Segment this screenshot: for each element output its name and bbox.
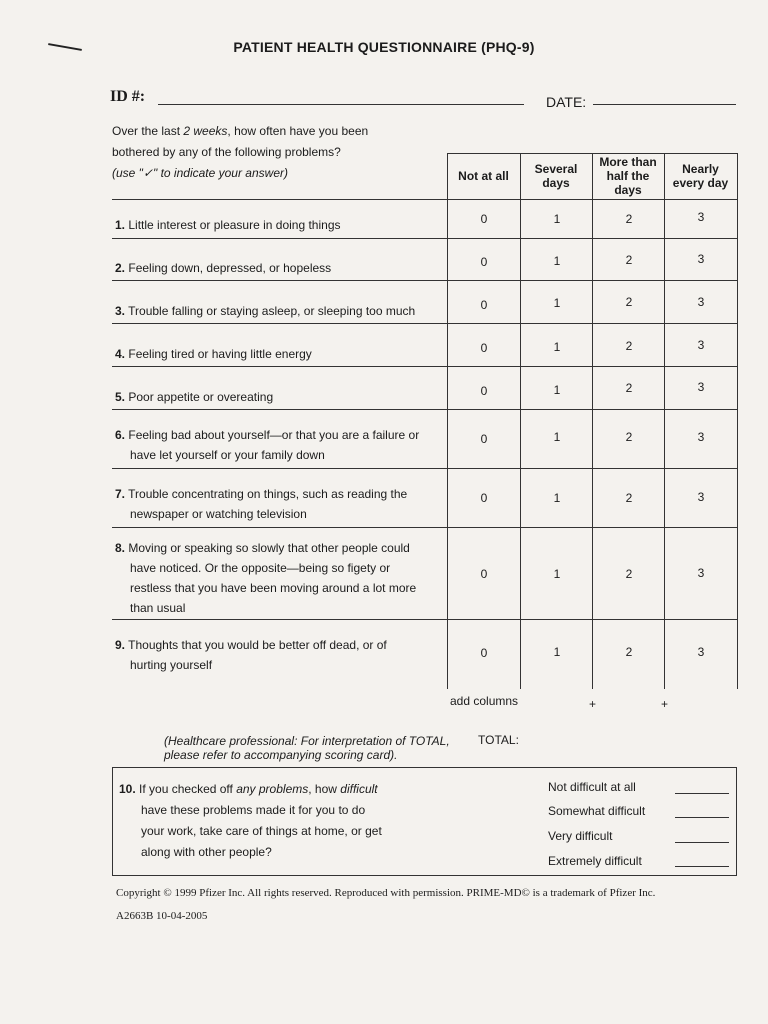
intro-text (112, 121, 432, 184)
score-option[interactable]: 2 (625, 253, 633, 267)
intro-instruction: (use "✓" to indicate your answer) (112, 166, 288, 180)
date-field[interactable] (593, 104, 736, 105)
score-option[interactable]: 3 (697, 210, 705, 224)
question-9 (115, 635, 445, 675)
score-option[interactable]: 2 (625, 212, 633, 226)
row-divider (112, 619, 737, 620)
question-line: have noticed. Or the opposite—being so figety or (130, 561, 391, 575)
score-option[interactable]: 2 (625, 491, 633, 505)
difficulty-option: Somewhat difficult (548, 804, 646, 818)
question-line: Feeling bad about yourself—or that you are a failure or (128, 428, 420, 442)
question-6 (115, 425, 445, 465)
question-number: 7. (115, 487, 126, 501)
question-number: 10. (119, 782, 136, 796)
healthcare-note-line: please refer to accompanying scoring card). (164, 748, 398, 762)
score-option[interactable]: 1 (553, 567, 561, 581)
column-divider (520, 153, 521, 689)
score-option[interactable]: 1 (553, 491, 561, 505)
question-line: Thoughts that you would be better off dead, or of (128, 638, 387, 652)
score-option[interactable]: 2 (625, 339, 633, 353)
score-option[interactable]: 1 (553, 645, 561, 659)
question-number: 5. (115, 390, 126, 404)
healthcare-note (164, 734, 450, 762)
score-option[interactable]: 3 (697, 645, 705, 659)
healthcare-note-line: (Healthcare professional: For interpretation of TOTAL, (164, 734, 450, 748)
column-header-line: half the (606, 169, 650, 183)
column-header-line: every day (672, 176, 729, 190)
score-option[interactable]: 2 (625, 645, 633, 659)
question-7 (115, 484, 445, 524)
difficulty-option: Not difficult at all (548, 780, 636, 794)
plus-sign: + (589, 697, 597, 711)
score-option[interactable]: 0 (480, 298, 488, 312)
score-option[interactable]: 2 (625, 381, 633, 395)
column-header-line: Nearly (682, 162, 719, 176)
score-option[interactable]: 0 (480, 212, 488, 226)
row-divider (112, 527, 737, 528)
question-line: have let yourself or your family down (130, 448, 325, 462)
score-option[interactable]: 3 (697, 380, 705, 394)
add-columns-label: add columns (450, 694, 519, 708)
intro-line1-b: , how often have you been (227, 124, 369, 138)
question-line: along with other people? (141, 845, 272, 859)
score-option[interactable]: 2 (625, 567, 633, 581)
score-option[interactable]: 2 (625, 430, 633, 444)
score-option[interactable]: 2 (625, 295, 633, 309)
total-label: TOTAL: (478, 733, 519, 747)
id-label: ID #: (110, 88, 146, 105)
score-option[interactable]: 1 (553, 296, 561, 310)
row-divider (112, 199, 737, 200)
column-header-line: days (542, 176, 570, 190)
score-option[interactable]: 1 (553, 254, 561, 268)
question-line: hurting yourself (130, 658, 213, 672)
question-line: than usual (130, 601, 186, 615)
question-8 (115, 538, 445, 618)
question-line: Trouble falling or staying asleep, or sleeping too much (128, 304, 416, 318)
score-option[interactable]: 0 (480, 432, 488, 446)
intro-line2: bothered by any of the following problems? (112, 145, 341, 159)
question-line: , how (308, 782, 341, 796)
id-field[interactable] (158, 104, 524, 105)
score-option[interactable]: 0 (480, 567, 488, 581)
column-divider (592, 153, 593, 689)
row-divider (112, 280, 737, 281)
question-line: your work, take care of things at home, or get (141, 824, 382, 838)
question-number: 9. (115, 638, 126, 652)
question-line: Poor appetite or overeating (128, 390, 274, 404)
score-option[interactable]: 0 (480, 341, 488, 355)
score-option[interactable]: 1 (553, 340, 561, 354)
question-line: Feeling down, depressed, or hopeless (128, 261, 332, 275)
score-option[interactable]: 1 (553, 212, 561, 226)
difficulty-answer-line[interactable] (675, 866, 729, 867)
question-number: 2. (115, 261, 126, 275)
score-option[interactable]: 3 (697, 430, 705, 444)
column-header-line: More than (599, 155, 657, 169)
question-number: 1. (115, 218, 126, 232)
column-header-line: Not at all (458, 169, 509, 183)
question-line: If you checked off (139, 782, 237, 796)
question-number: 4. (115, 347, 126, 361)
difficulty-answer-line[interactable] (675, 817, 729, 818)
score-option[interactable]: 1 (553, 383, 561, 397)
column-header-more-than-half (592, 153, 664, 199)
intro-line1-emphasis: 2 weeks (183, 124, 228, 138)
row-divider (112, 409, 737, 410)
row-divider (112, 468, 737, 469)
column-header-nearly-every-day (664, 153, 737, 199)
plus-sign: + (661, 697, 669, 711)
question-line: Little interest or pleasure in doing things (128, 218, 341, 232)
question-line: restless that you have been moving around a lot more (130, 581, 417, 595)
question-1 (115, 215, 445, 235)
row-divider (112, 366, 737, 367)
question-3 (115, 301, 445, 321)
question-line: Moving or speaking so slowly that other people could (128, 541, 410, 555)
column-divider (664, 153, 665, 689)
row-divider (112, 323, 737, 324)
question-4 (115, 344, 445, 364)
form-code: A2663B 10-04-2005 (116, 910, 208, 922)
score-option[interactable]: 0 (480, 384, 488, 398)
question-10 (119, 779, 419, 863)
question-line: newspaper or watching television (130, 507, 307, 521)
question-line-emphasis: difficult (340, 782, 378, 796)
row-divider (112, 238, 737, 239)
score-option[interactable]: 0 (480, 255, 488, 269)
intro-line1-a: Over the last (112, 124, 184, 138)
copyright-notice: Copyright © 1999 Pfizer Inc. All rights reserved. Reproduced with permission. PRIME-MD© is a trademark of Pfizer Inc. (116, 887, 656, 899)
column-divider (737, 153, 738, 689)
score-option[interactable]: 3 (697, 338, 705, 352)
question-line: have these problems made it for you to do (141, 803, 366, 817)
question-5 (115, 387, 445, 407)
score-option[interactable]: 1 (553, 430, 561, 444)
question-line: Feeling tired or having little energy (128, 347, 312, 361)
question-number: 6. (115, 428, 126, 442)
difficulty-answer-line[interactable] (675, 793, 729, 794)
score-option[interactable]: 3 (697, 490, 705, 504)
column-header-line: Several (534, 162, 578, 176)
score-option[interactable]: 0 (480, 646, 488, 660)
column-header-not-at-all (447, 153, 520, 199)
score-option[interactable]: 3 (697, 252, 705, 266)
score-option[interactable]: 3 (697, 566, 705, 580)
score-option[interactable]: 0 (480, 491, 488, 505)
date-label: DATE: (546, 94, 587, 110)
question-number: 8. (115, 541, 126, 555)
column-header-several-days (520, 153, 592, 199)
page-title: PATIENT HEALTH QUESTIONNAIRE (PHQ-9) (233, 39, 535, 55)
question-2 (115, 258, 445, 278)
difficulty-option: Very difficult (548, 829, 613, 843)
column-divider (447, 153, 448, 689)
column-header-line: days (614, 183, 642, 197)
difficulty-answer-line[interactable] (675, 842, 729, 843)
score-option[interactable]: 3 (697, 295, 705, 309)
question-number: 3. (115, 304, 126, 318)
difficulty-option: Extremely difficult (548, 854, 642, 868)
question-line: Trouble concentrating on things, such as reading the (128, 487, 408, 501)
question-line-emphasis: any problems (236, 782, 309, 796)
